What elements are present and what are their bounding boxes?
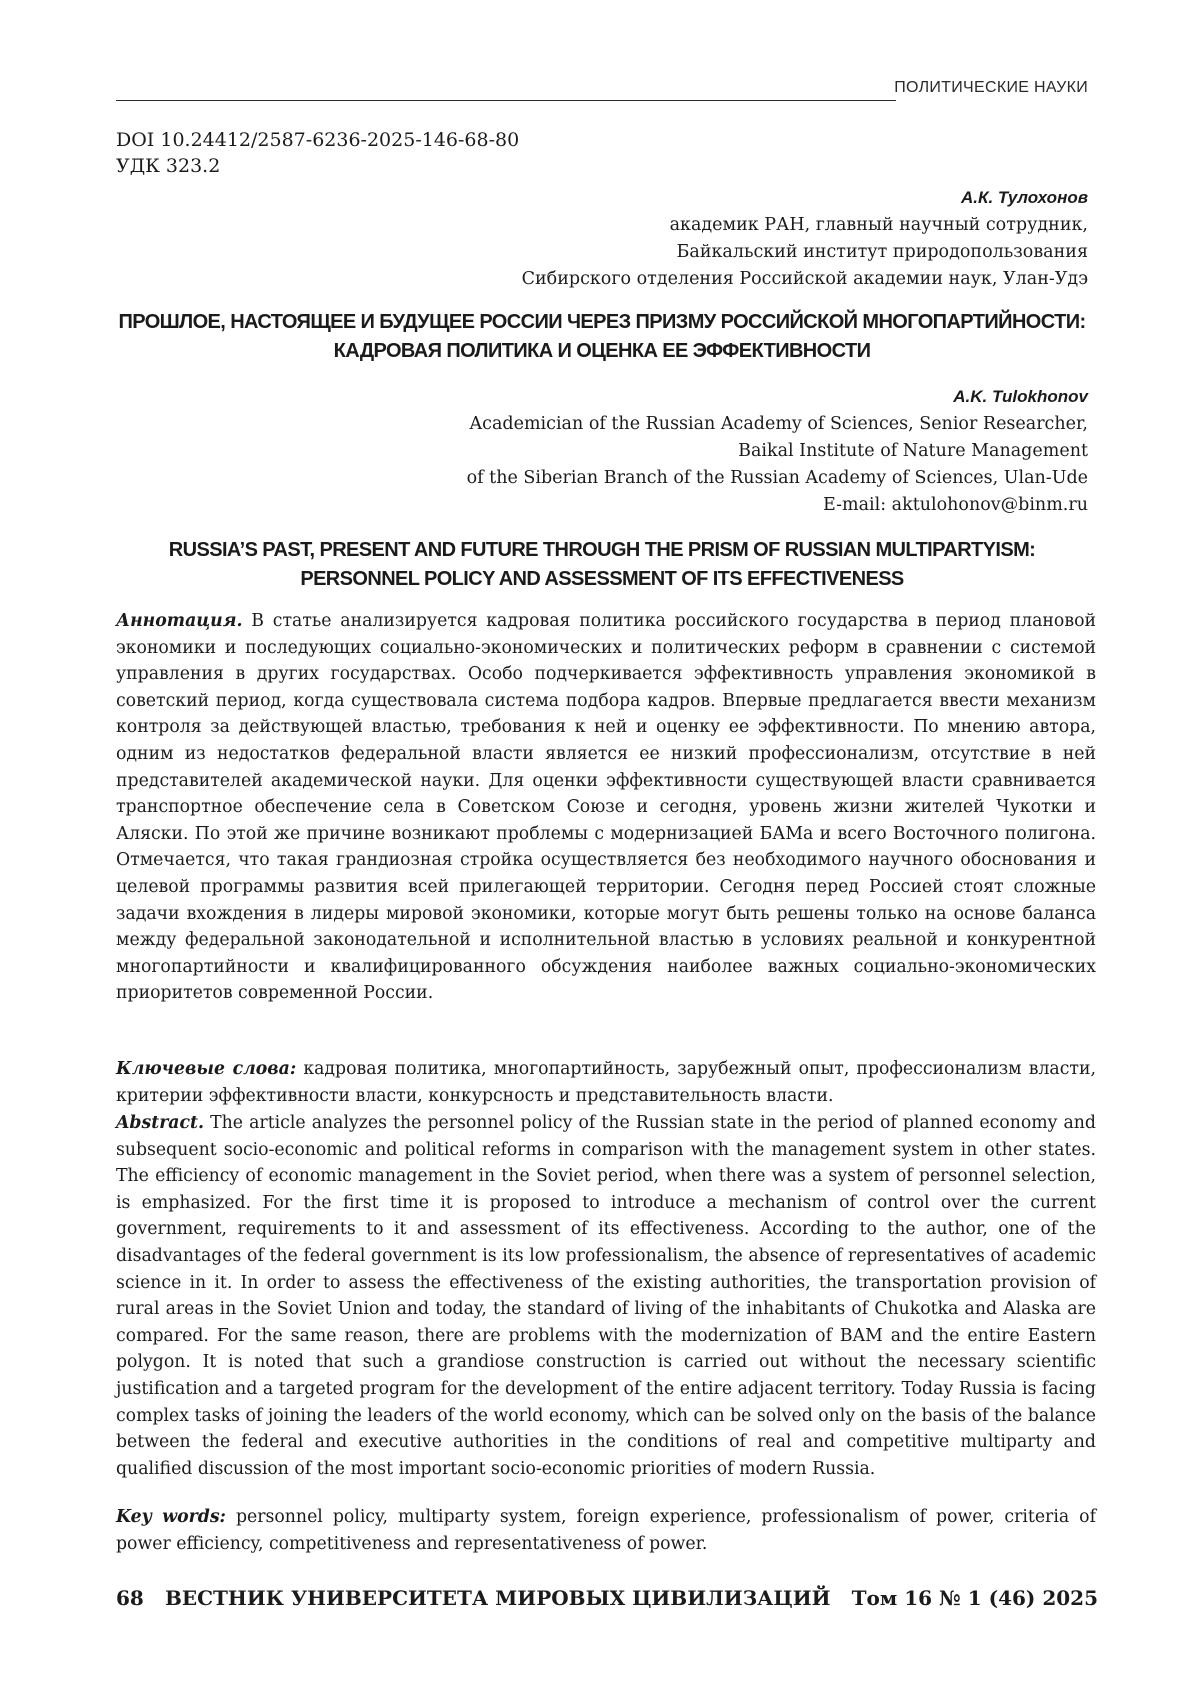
keywords-text: кадровая политика, многопартийность, зарубежный опыт, профессионализм власти, критерии эффективности власти, конкурсность и представительность власти. [116, 1059, 1096, 1106]
author-email: E-mail: aktulohonov@binm.ru [822, 495, 1088, 515]
author-block-ru [522, 187, 1088, 293]
title-en-line: PERSONNEL POLICY AND ASSESSMENT OF ITS EFFECTIVENESS [300, 568, 904, 590]
title-ru [116, 308, 1088, 366]
title-ru-line: ПРОШЛОЕ, НАСТОЯЩЕЕ И БУДУЩЕЕ РОССИИ ЧЕРЕЗ ПРИЗМУ РОССИЙСКОЙ МНОГОПАРТИЙНОСТИ: [118, 311, 1086, 333]
author-name-en: A.K. Tulokhonov [953, 387, 1088, 406]
keywords-en [116, 1504, 1096, 1557]
article-meta [116, 127, 519, 179]
journal-name: ВЕСТНИК УНИВЕРСИТЕТА МИРОВЫХ ЦИВИЛИЗАЦИЙ [164, 1586, 831, 1610]
keywords-ru [116, 1056, 1096, 1109]
header-rule [116, 100, 896, 101]
author-block-en [467, 386, 1088, 519]
udk: УДК 323.2 [116, 155, 221, 177]
author-affiliation-line: Academician of the Russian Academy of Sciences, Senior Researcher, [469, 414, 1088, 434]
abstract-text: The article analyzes the personnel policy of the Russian state in the period of planned economy and subsequent socio-economic and political reforms in comparison with the management system in other states. The efficiency of economic management in the Soviet period, when there was a system of personnel selection, is emphasized. For the first time it is proposed to introduce a mechanism of control over the current government, requirements to it and assessment of its effectiveness. According to the author, one of the disadvantages of the federal government is its low professionalism, the absence of representatives of academic science in it. In order to assess the effectiveness of the existing authorities, the transportation provision of rural areas in the Soviet Union and today, the standard of living of the inhabitants of Chukotka and Alaska are compared. For the same reason, there are problems with the modernization of BAM and the entire Eastern polygon. It is noted that such a grandiose construction is carried out without the necessary scientific justification and a targeted program for the development of the entire adjacent territory. Today Russia is facing complex tasks of joining the leaders of the world economy, which can be solved only on the basis of the balance between the federal and executive authorities in the conditions of real and competitive multiparty and qualified discussion of the most important socio-economic priorities of modern Russia. [116, 1113, 1096, 1479]
keywords-label: Key words: [116, 1507, 226, 1527]
author-affiliation-line: Сибирского отделения Российской академии наук, Улан-Удэ [521, 269, 1088, 289]
annotation-label: Аннотация. [116, 611, 243, 631]
title-en [116, 536, 1088, 594]
title-en-line: RUSSIA’S PAST, PRESENT AND FUTURE THROUGH THE PRISM OF RUSSIAN MULTIPARTYISM: [168, 539, 1036, 561]
annotation-ru [116, 608, 1096, 1007]
section-label: ПОЛИТИЧЕСКИЕ НАУКИ [894, 79, 1088, 96]
page-footer [116, 1586, 1098, 1610]
abstract-en [116, 1110, 1096, 1482]
author-affiliation-line: of the Siberian Branch of the Russian Academy of Sciences, Ulan-Ude [466, 468, 1088, 488]
author-affiliation-line: Baikal Institute of Nature Management [738, 441, 1088, 461]
title-ru-line: КАДРОВАЯ ПОЛИТИКА И ОЦЕНКА ЕЕ ЭФФЕКТИВНОСТИ [333, 340, 871, 362]
abstract-label: Abstract. [116, 1113, 205, 1133]
author-name-ru: А.К. Тулохонов [961, 188, 1088, 207]
author-affiliation-line: Байкальский институт природопользования [676, 242, 1088, 262]
page-number: 68 [116, 1586, 144, 1610]
annotation-text: В статье анализируется кадровая политика российского государства в период плановой экономики и последующих социально-экономических и политических реформ в сравнении с системой управления в других государствах. Особо подчеркивается эффективность управления экономикой в советский период, когда существовала система подбора кадров. Впервые предлагается ввести механизм контроля за действующей властью, требования к ней и оценку ее эффективности. По мнению автора, одним из недостатков федеральной власти является ее низкий профессионализм, отсутствие в ней представителей академической науки. Для оценки эффективности существующей власти сравнивается транспортное обеспечение села в Советском Союзе и сегодня, уровень жизни жителей Чукотки и Аляски. По этой же причине возникают проблемы с модернизацией БАМа и всего Восточного полигона. Отмечается, что такая грандиозная стройка осуществляется без необходимого научного обоснования и целевой программы развития всей прилегающей территории. Сегодня перед Россией стоят сложные задачи вхождения в лидеры мировой экономики, которые могут быть решены только на основе баланса между федеральной законодательной и исполнительной властью в условиях реальной и конкурентной многопартийности и квалифицированного обсуждения наиболее важных социально-экономических приоритетов современной России. [116, 611, 1096, 1004]
issue-info: Том 16 № 1 (46) 2025 [851, 1586, 1098, 1610]
keywords-label: Ключевые слова: [116, 1059, 297, 1079]
author-affiliation-line: академик РАН, главный научный сотрудник, [669, 215, 1088, 235]
doi: DOI 10.24412/2587-6236-2025-146-68-80 [116, 129, 520, 151]
keywords-text: personnel policy, multiparty system, foreign experience, professionalism of power, criteria of power efficiency, competitiveness and representativeness of power. [116, 1507, 1096, 1554]
